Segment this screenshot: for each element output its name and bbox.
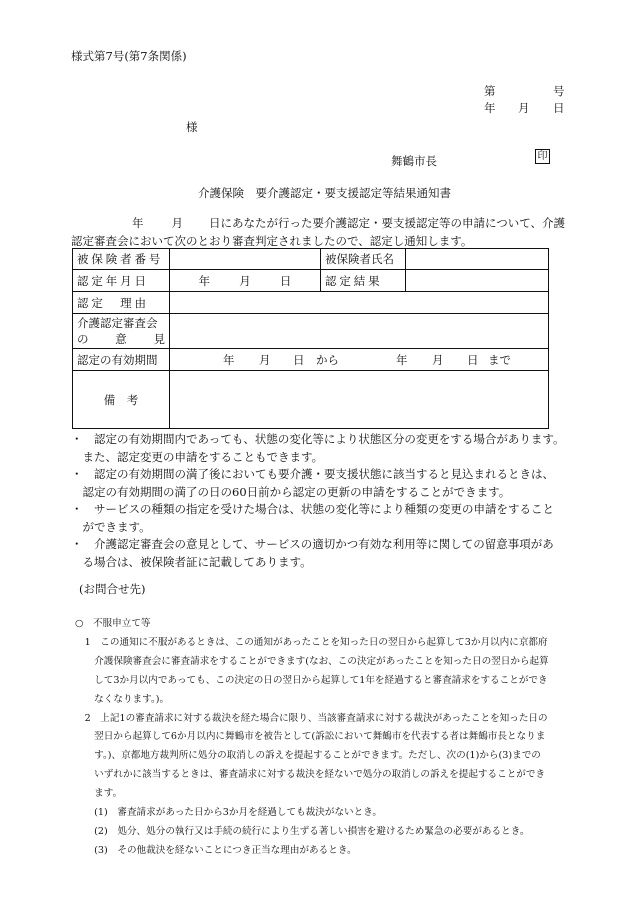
note-line: ・ 認定の有効期間内であっても、状態の変化等により状態区分の変更をする場合があります。 <box>71 432 565 446</box>
issue-year-label: 年 <box>484 101 496 115</box>
validity-from-month: 月 <box>259 352 271 367</box>
intro-line-1 <box>132 215 565 231</box>
cert-date-day: 日 <box>279 273 292 288</box>
remarks-label: 備 考 <box>73 371 170 429</box>
cert-date-label: 認定年月日 <box>73 270 170 292</box>
cert-result-field[interactable] <box>406 270 549 292</box>
notes-list <box>71 431 564 571</box>
table-row <box>73 270 549 292</box>
committee-opinion-ken: 見 <box>153 332 165 346</box>
appeal-line: (2) 処分、処分の執行又は手続の続行により生ずる著しい損害を避けるため緊急の必要があるとき。 <box>75 825 530 837</box>
certification-table <box>72 248 549 429</box>
validity-label: 認定の有効期間 <box>73 349 170 371</box>
validity-from-year: 年 <box>223 352 235 367</box>
table-row <box>73 314 549 349</box>
committee-opinion-no: の <box>77 332 89 346</box>
table-row <box>73 249 549 270</box>
remarks-field[interactable] <box>170 371 549 429</box>
validity-field[interactable] <box>170 349 549 371</box>
note-line: ・ 認定の有効期間の満了後においても要介護・要支援状態に該当すると見込まれるときは、 <box>71 467 554 481</box>
note-line: ・ サービスの種類の指定を受けた場合は、状態の変化等により種類の変更の申請をすること <box>71 502 554 516</box>
committee-opinion-label-line2 <box>77 331 165 347</box>
intro-text: 日にあなたが行った要介護認定・要支援認定等の申請について、介護 <box>209 216 566 230</box>
appeal-line: す。)、京都地方裁判所に処分の取消しの訴えを提起することができます。ただし、次の(1)から(3)までの <box>75 750 541 762</box>
note-line: る場合は、被保険者証に記載してあります。 <box>71 554 312 569</box>
note-line: ・ 介護認定審査会の意見として、サービスの適切かつ有効な利用等に関しての留意事項があ <box>71 537 554 551</box>
cert-reason-field[interactable] <box>170 292 549 314</box>
issue-month-label: 月 <box>518 101 530 115</box>
committee-opinion-i: 意 <box>115 332 127 346</box>
validity-to-month: 月 <box>432 352 444 367</box>
appeal-line: ます。 <box>75 788 123 800</box>
validity-to-year: 年 <box>396 352 408 367</box>
issue-day-label: 日 <box>553 101 565 115</box>
cert-date-year: 年 <box>198 273 211 288</box>
issuer-name: 舞鶴市長 <box>391 154 437 168</box>
table-row <box>73 292 549 314</box>
insured-number-label: 被保険者番号 <box>73 249 170 270</box>
note-line: ができます。 <box>71 519 151 534</box>
validity-to-day: 日 <box>467 352 479 367</box>
addressee-honorific: 様 <box>186 120 198 134</box>
issue-number-suffix: 号 <box>553 84 565 98</box>
appeal-section <box>75 615 549 861</box>
appeal-line: (3) その他裁決を経ないことにつき正当な理由があるとき。 <box>75 844 357 856</box>
cert-reason-label: 認定 理由 <box>73 292 170 314</box>
validity-from-text: から <box>316 352 339 367</box>
form-number: 様式第7号(第7条関係) <box>71 49 187 63</box>
appeal-line: 1 この通知に不服があるときは、この通知があったことを知った日の翌日から起算して3か月以内に京都府 <box>75 636 548 648</box>
table-row <box>73 371 549 429</box>
cert-date-field[interactable] <box>170 270 321 292</box>
insured-name-label: 被保険者氏名 <box>321 249 406 270</box>
appeal-line: ○ 不服申立て等 <box>75 618 151 629</box>
cert-date-month: 月 <box>239 273 251 288</box>
appeal-line: 2 上記1の審査請求に対する裁決を経た場合に限り、当該審査請求に対する裁決があったことを知った日の <box>75 712 548 724</box>
committee-opinion-field[interactable] <box>170 314 549 349</box>
validity-to-text: まで <box>488 352 511 367</box>
validity-from-day: 日 <box>293 352 305 367</box>
appeal-line: なくなります。)。 <box>75 693 170 705</box>
committee-opinion-label <box>73 314 170 349</box>
insured-name-field[interactable] <box>406 249 549 270</box>
intro-line-2: 認定審査会において次のとおり審査判定されましたので、認定し通知します。 <box>71 234 473 248</box>
insured-number-field[interactable] <box>170 249 321 270</box>
seal-stamp-box: 印 <box>535 149 550 164</box>
note-line: また、認定変更の申請をすることもできます。 <box>71 449 324 464</box>
appeal-line: (1) 審査請求があった日から3か月を経過しても裁決がないとき。 <box>75 807 383 819</box>
issue-number-prefix: 第 <box>484 84 496 98</box>
appeal-line: して3か月以内であっても、この決定の日の翌日から起算して1年を経過すると審査請求をすることができ <box>75 674 548 686</box>
contact-heading: (お問合せ先) <box>79 582 146 596</box>
committee-opinion-label-line1: 介護認定審査会 <box>77 316 158 330</box>
appeal-line: 翌日から起算して6か月以内に舞鶴市を被告として(訴訟において舞鶴市を代表する者は舞鶴市長となりま <box>75 731 546 743</box>
intro-year: 年 <box>132 216 144 230</box>
document-title: 介護保険 要介護認定・要支援認定等結果通知書 <box>198 186 451 200</box>
intro-month: 月 <box>171 216 183 230</box>
note-line: 認定の有効期間の満了の日の60日前から認定の更新の申請をすることができます。 <box>71 484 511 499</box>
table-row <box>73 349 549 371</box>
cert-result-label: 認定結果 <box>321 270 406 292</box>
appeal-line: いずれかに該当するときは、審査請求に対する裁決を経ないで処分の取消しの訴えを提起することができ <box>75 769 546 781</box>
appeal-line: 介護保険審査会に審査請求をすることができます(なお、この決定があったことを知った日の翌日から起算 <box>75 655 549 667</box>
